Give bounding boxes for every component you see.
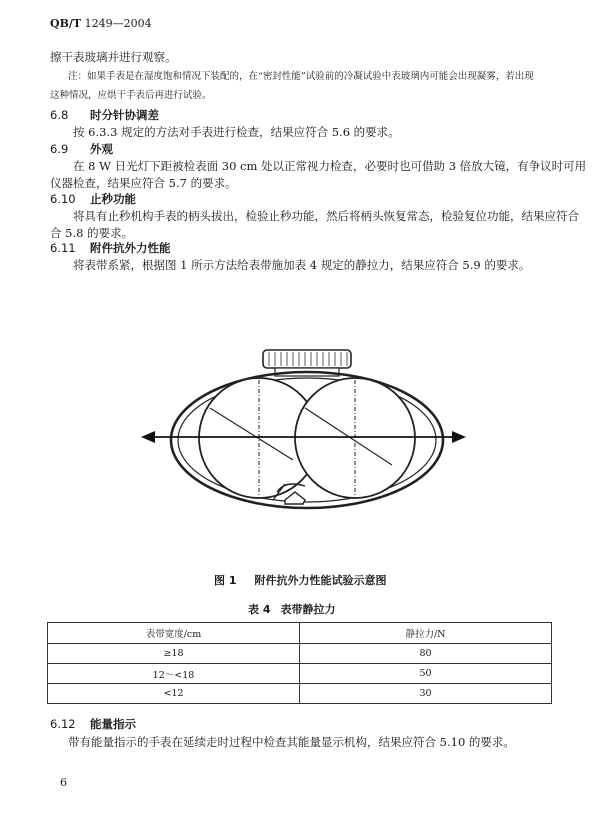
section-heading-6-11 (50, 240, 171, 256)
cell-strap-width: ≥18 (48, 644, 300, 664)
test-mandrel-rollers (199, 378, 415, 498)
section-heading-6-8 (50, 107, 159, 123)
cell-static-tension: 30 (300, 684, 552, 704)
cell-static-tension: 50 (300, 664, 552, 684)
continuation-line: 擦干表玻璃并进行观察。 (50, 50, 177, 64)
table-header-row (48, 623, 552, 644)
section-body-6-9-line-1: 在 8 W 日光灯下距被检表面 30 cm 处以正常视力检查，必要时也可借助 3 倍放大镜，有争议时可用 (73, 159, 587, 173)
section-heading-6-12 (50, 716, 136, 732)
section-heading-6-10 (50, 191, 136, 207)
section-number: 6.8 (50, 108, 69, 122)
table-row (48, 664, 552, 684)
section-body-6-9-line-2: 仪器检查，结果应符合 5.7 的要求。 (50, 176, 237, 190)
section-title: 能量指示 (90, 717, 136, 731)
section-number: 6.9 (50, 142, 69, 156)
table-caption (248, 601, 335, 617)
section-title: 附件抗外力性能 (90, 241, 171, 255)
standard-code (50, 17, 152, 30)
figure-label: 图 1 (214, 574, 237, 587)
figure-strap-tension-diagram (135, 340, 470, 520)
strap-static-tension-table (47, 622, 552, 704)
standard-code-prefix: QB/T (50, 17, 82, 30)
section-number: 6.11 (50, 241, 76, 255)
figure-caption (214, 572, 386, 588)
figure-title: 附件抗外力性能试验示意图 (254, 574, 387, 587)
page-number: 6 (60, 776, 67, 789)
section-body-6-10-line-2: 合 5.8 的要求。 (50, 226, 134, 240)
table-title: 表带静拉力 (280, 603, 336, 616)
section-heading-6-9 (50, 141, 113, 157)
section-number: 6.10 (50, 192, 76, 206)
table-row (48, 644, 552, 664)
cell-strap-width: 12～<18 (48, 664, 300, 684)
standard-code-number: 1249—2004 (84, 17, 152, 30)
cell-strap-width: <12 (48, 684, 300, 704)
section-body-6-8: 按 6.3.3 规定的方法对手表进行检查，结果应符合 5.6 的要求。 (73, 125, 400, 139)
cell-static-tension: 80 (300, 644, 552, 664)
section-body-6-11: 将表带系紧，根据图 1 所示方法给表带施加表 4 规定的静拉力，结果应符合 5.9 的要求。 (73, 258, 531, 272)
table-row (48, 684, 552, 704)
section-number: 6.12 (50, 717, 76, 731)
section-title: 外观 (90, 142, 113, 156)
section-body-6-12: 带有能量指示的手表在延续走时过程中检查其能量显示机构，结果应符合 5.10 的要求。 (68, 735, 515, 749)
note-line-2: 这种情况，应烘干手表后再进行试验。 (50, 90, 212, 101)
column-header-static-tension: 静拉力/N (300, 623, 552, 644)
section-title: 止秒功能 (90, 192, 136, 206)
section-body-6-10-line-1: 将具有止秒机构手表的柄头拔出，检验止秒功能，然后将柄头恢复常态，检验复位功能，结果应符合 (73, 209, 579, 223)
section-title: 时分针协调差 (90, 108, 159, 122)
column-header-strap-width: 表带宽度/cm (48, 623, 300, 644)
table-label: 表 4 (248, 603, 271, 616)
note-line-1: 注：如果手表是在湿度饱和情况下装配的，在“密封性能”试验前的冷凝试验中表玻璃内可能会出现凝雾，若出现 (68, 71, 534, 82)
